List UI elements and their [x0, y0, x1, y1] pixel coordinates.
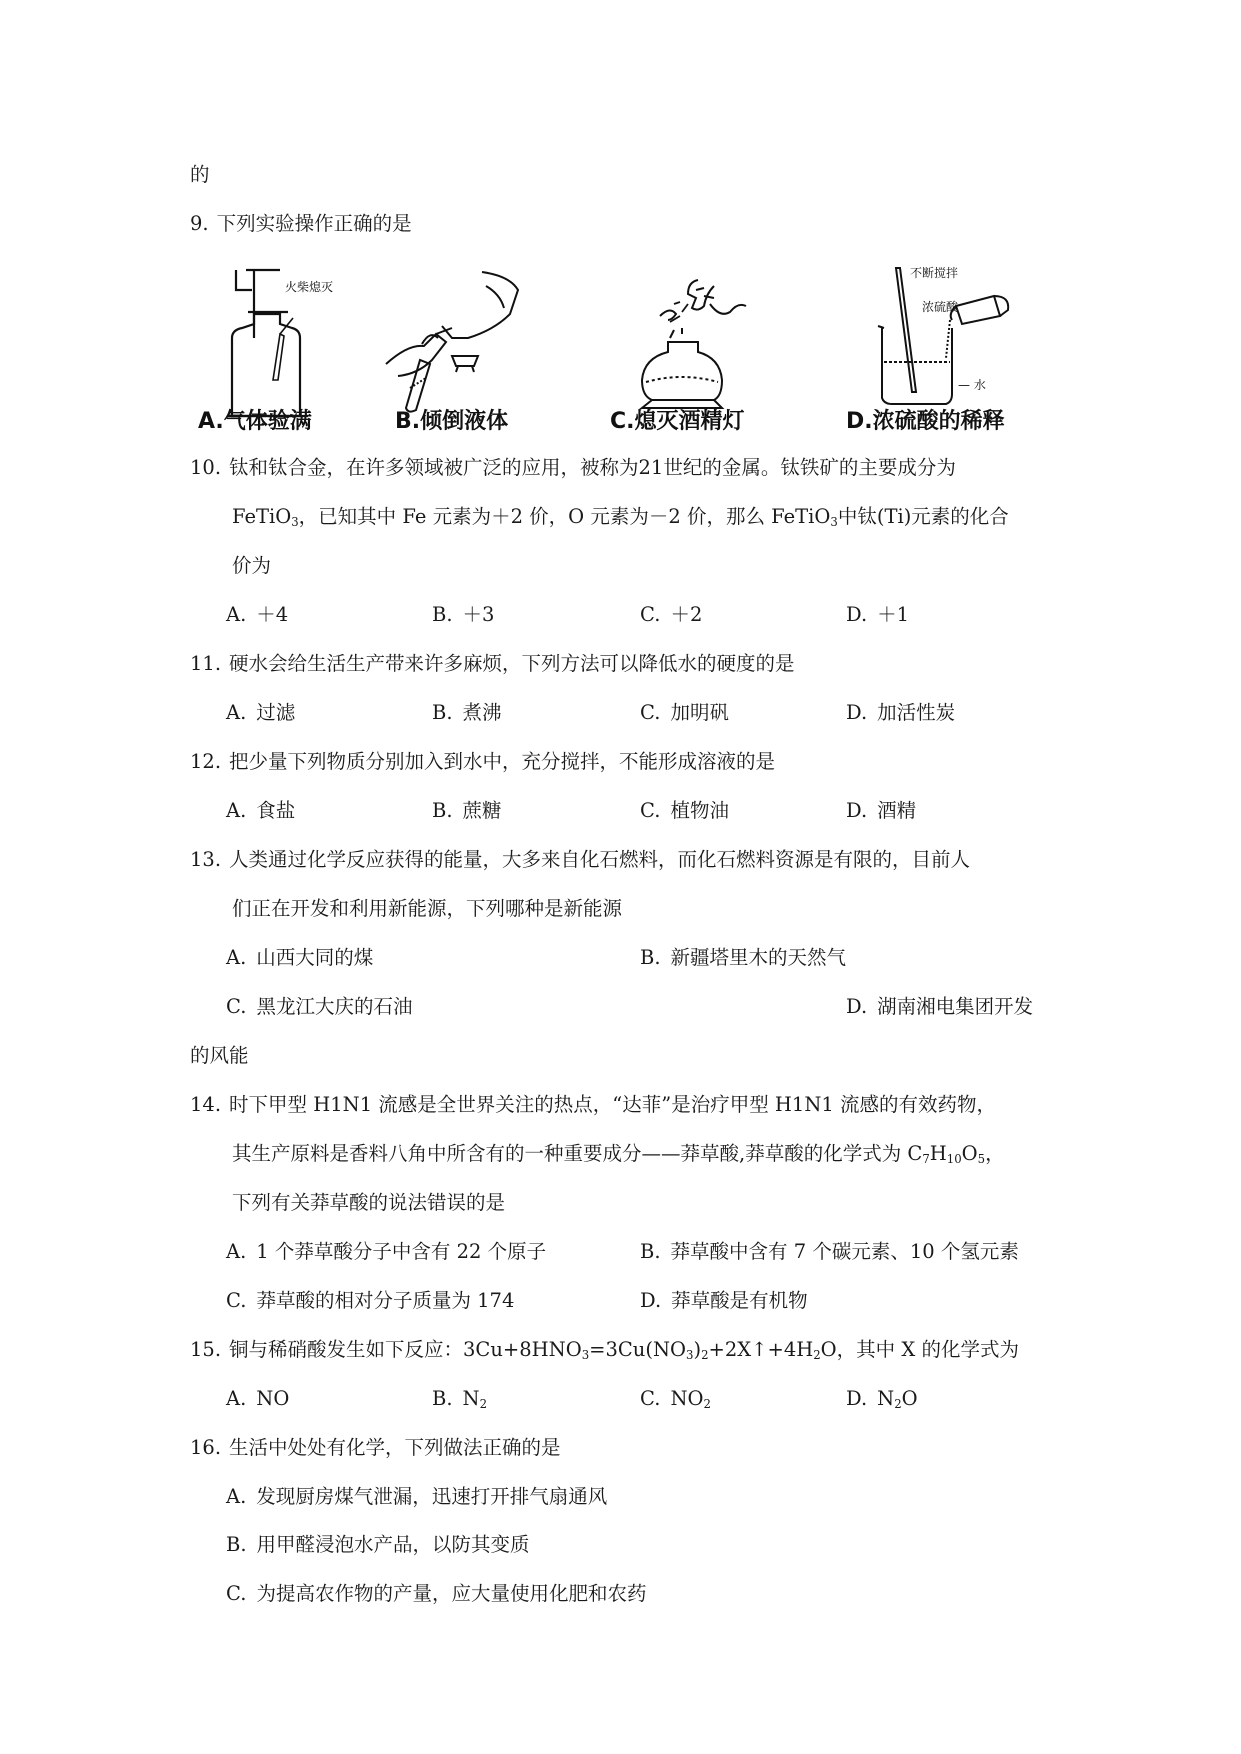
option-a[interactable]: A. 食盐 [226, 799, 296, 822]
question-9 [190, 212, 412, 236]
option-b[interactable]: B. 莽草酸中含有 7 个碳元素、10 个氢元素 [640, 1240, 1019, 1263]
question-16 [190, 1436, 561, 1460]
question-10-line3: 价为 [232, 554, 272, 577]
option-c[interactable]: C. 黑龙江大庆的石油 [226, 995, 413, 1018]
option-d[interactable]: D. $N_2O$ [846, 1387, 918, 1411]
option-a[interactable]: A. 1 个莽草酸分子中含有 22 个原子 [226, 1240, 547, 1263]
option-b[interactable]: B. 用甲醛浸泡水产品，以防其变质 [226, 1533, 530, 1556]
figure-alcohol-lamp [622, 272, 762, 412]
option-d[interactable]: D. 加活性炭 [846, 701, 956, 724]
question-number: 9. [190, 212, 209, 235]
question-number: 15. [190, 1338, 222, 1361]
question-stem: 铜与稀硝酸发生如下反应：$3Cu+8HNO_3=3Cu(NO_3)_2+2X↑+4H_2O$，其中 X 的化学式为 [229, 1338, 1019, 1362]
option-d-continuation: 的风能 [190, 1044, 249, 1067]
option-a[interactable]: A. 山西大同的煤 [226, 946, 374, 969]
option-d[interactable]: D. 湖南湘电集团开发 [846, 995, 1034, 1018]
option-b[interactable]: B. ＋3 [432, 603, 495, 626]
option-c[interactable]: C. 植物油 [640, 799, 729, 822]
q8-tail: 的 [190, 163, 210, 186]
option-b[interactable]: B. 煮沸 [432, 701, 502, 724]
option-c[interactable]: C. 莽草酸的相对分子质量为 174 [226, 1289, 515, 1312]
option-b[interactable]: B. 蔗糖 [432, 799, 502, 822]
option-a[interactable]: A. 发现厨房煤气泄漏，迅速打开排气扇通风 [226, 1485, 608, 1508]
option-c[interactable]: C. $NO_2$ [640, 1387, 711, 1411]
option-c[interactable]: C. ＋2 [640, 603, 703, 626]
question-stem: 硬水会给生活生产带来许多麻烦，下列方法可以降低水的硬度的是 [229, 652, 795, 675]
question-stem: 下列实验操作正确的是 [216, 212, 412, 235]
figure-b-caption: B.倾倒液体 [395, 409, 509, 434]
question-14-line3: 下列有关莽草酸的说法错误的是 [232, 1191, 506, 1214]
option-a[interactable]: A. NO [226, 1387, 290, 1410]
question-number: 14. [190, 1093, 222, 1116]
figure-d-caption: D.浓硫酸的稀释 [846, 409, 1005, 434]
question-stem-line1: 人类通过化学反应获得的能量，大多来自化石燃料，而化石燃料资源是有限的，目前人 [229, 848, 971, 871]
figure-a-caption: A.气体验满 [198, 409, 312, 434]
question-14 [190, 1093, 996, 1117]
question-number: 16. [190, 1436, 222, 1459]
option-c[interactable]: C. 为提高农作物的产量，应大量使用化肥和农药 [226, 1582, 647, 1605]
question-stem-line1: 钛和钛合金，在许多领域被广泛的应用，被称为21世纪的金属。钛铁矿的主要成分为 [229, 456, 956, 479]
question-number: 10. [190, 456, 222, 479]
question-10-line2: FeTiO$_3$，已知其中 Fe 元素为＋2 价，O 元素为－2 价，那么 FeTiO$_3$中钛(Ti)元素的化合 [232, 505, 1009, 529]
figure-a-label: 火柴熄灭 [285, 280, 334, 294]
option-a[interactable]: A. ＋4 [226, 603, 289, 626]
figure-acid-dilution [862, 262, 1022, 412]
question-13 [190, 848, 970, 872]
option-d[interactable]: D. ＋1 [846, 603, 910, 626]
question-11 [190, 652, 795, 676]
figure-d-label-acid: 浓硫酸 [922, 300, 959, 314]
option-d[interactable]: D. 酒精 [846, 799, 917, 822]
option-c[interactable]: C. 加明矾 [640, 701, 729, 724]
option-b[interactable]: B. 新疆塔里木的天然气 [640, 946, 847, 969]
question-stem-line1: 时下甲型 H1N1 流感是全世界关注的热点，“达菲”是治疗甲型 H1N1 流感的有效药物， [229, 1093, 997, 1116]
question-stem: 生活中处处有化学，下列做法正确的是 [229, 1436, 561, 1459]
question-number: 13. [190, 848, 222, 871]
question-10 [190, 456, 956, 480]
figure-d-label-stir: 不断搅拌 [910, 266, 959, 280]
option-a[interactable]: A. 过滤 [226, 701, 296, 724]
question-13-line2: 们正在开发和利用新能源，下列哪种是新能源 [232, 897, 623, 920]
question-12 [190, 750, 775, 774]
option-d[interactable]: D. 莽草酸是有机物 [640, 1289, 808, 1312]
figure-d-label-water: — 水 [958, 378, 986, 392]
figure-pouring-liquid [382, 268, 542, 413]
question-14-line2: 其生产原料是香料八角中所含有的一种重要成分——莽草酸,莽草酸的化学式为 $C_7H_{10}O_5$， [232, 1142, 1005, 1166]
question-number: 11. [190, 652, 222, 675]
figure-c-caption: C.熄灭酒精灯 [610, 409, 745, 434]
question-number: 12. [190, 750, 222, 773]
question-15 [190, 1338, 1019, 1367]
option-b[interactable]: B. $N_2$ [432, 1387, 488, 1411]
question-stem: 把少量下列物质分别加入到水中，充分搅拌，不能形成溶液的是 [229, 750, 776, 773]
